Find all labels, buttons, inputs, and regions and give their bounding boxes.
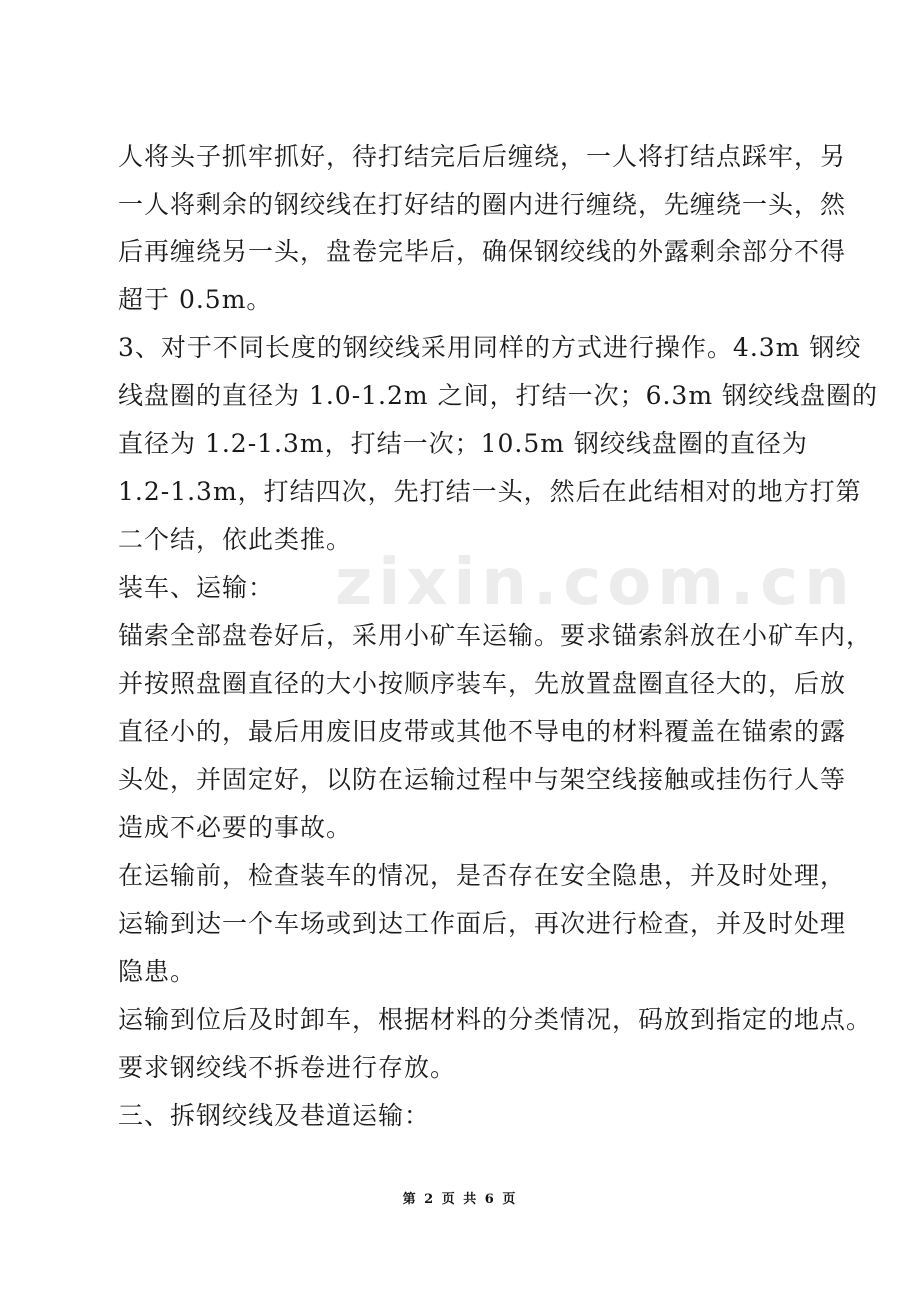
text-line: 造成不必要的事故。 xyxy=(118,813,353,842)
section-heading: 三、拆钢绞线及巷道运输： xyxy=(118,1101,431,1130)
text-line: 直径为 1.2-1.3m，打结一次；10.5m 钢绞线盘圈的直径为 xyxy=(118,429,808,458)
text-line: 人将头子抓牢抓好，待打结完后后缠绕，一人将打结点踩牢，另 xyxy=(118,142,847,171)
text-line: 3、对于不同长度的钢绞线采用同样的方式进行操作。4.3m 钢绞 xyxy=(118,333,862,362)
text-line: 一人将剩余的钢绞线在打好结的圈内进行缠绕，先缠绕一头，然 xyxy=(118,190,847,219)
text-line: 并按照盘圈直径的大小按顺序装车，先放置盘圈直径大的，后放 xyxy=(118,669,847,698)
text-line: 直径小的，最后用废旧皮带或其他不导电的材料覆盖在锚索的露 xyxy=(118,717,847,746)
page-number: 第 2 页 共 6 页 xyxy=(402,1192,518,1207)
text-line: 后再缠绕另一头，盘卷完毕后，确保钢绞线的外露剩余部分不得 xyxy=(118,237,847,266)
text-line: 运输到位后及时卸车，根据材料的分类情况，码放到指定的地点。 xyxy=(118,1005,873,1034)
text-line: 1.2-1.3m，打结四次，先打结一头，然后在此结相对的地方打第 xyxy=(118,477,862,506)
text-line: 超于 0.5m。 xyxy=(118,285,273,314)
text-line: 在运输前，检查装车的情况，是否存在安全隐患，并及时处理， xyxy=(118,861,847,890)
text-line: 二个结，依此类推。 xyxy=(118,525,353,554)
watermark: zixin.com.cn xyxy=(335,546,856,620)
text-line: 头处，并固定好，以防在运输过程中与架空线接触或挂伤行人等 xyxy=(118,765,847,794)
text-line: 锚索全部盘卷好后，采用小矿车运输。要求锚索斜放在小矿车内， xyxy=(118,621,873,650)
text-line: 线盘圈的直径为 1.0-1.2m 之间，打结一次；6.3m 钢绞线盘圈的 xyxy=(118,381,878,410)
text-line: 隐患。 xyxy=(118,957,197,986)
section-heading: 装车、运输： xyxy=(118,573,275,602)
text-line: 运输到达一个车场或到达工作面后，再次进行检查，并及时处理 xyxy=(118,909,847,938)
text-line: 要求钢绞线不拆卷进行存放。 xyxy=(118,1053,457,1082)
